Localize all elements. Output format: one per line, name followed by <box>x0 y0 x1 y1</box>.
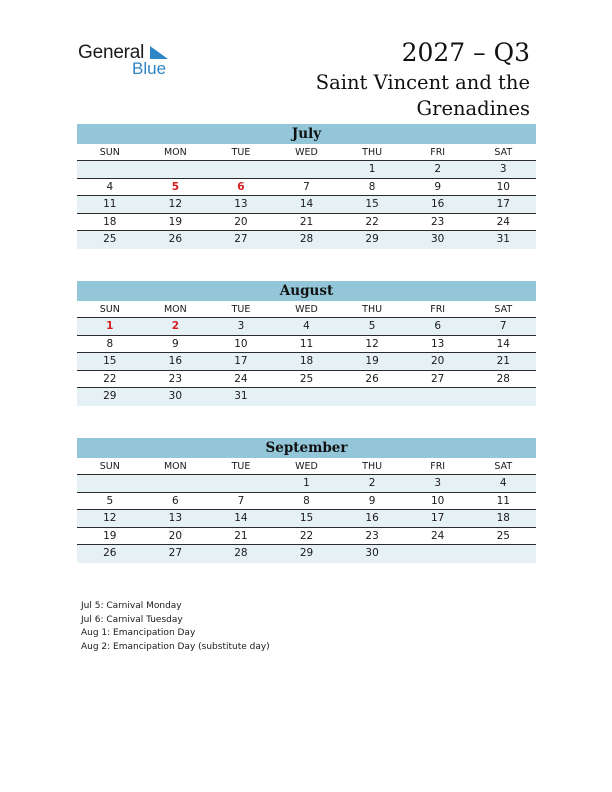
weekday-label: MON <box>163 461 187 472</box>
day-cell: 3 <box>499 163 507 175</box>
day-cell: 24 <box>234 372 248 385</box>
month-july <box>77 124 536 249</box>
day-cell: 9 <box>434 180 442 193</box>
day-cell: 23 <box>168 372 183 385</box>
weekday-label: TUE <box>231 147 251 158</box>
weekday-label: MON <box>163 147 187 158</box>
day-cell <box>77 475 143 492</box>
day-cell: 15 <box>365 198 379 210</box>
day-cell: 13 <box>234 198 248 210</box>
day-cell: 20 <box>168 529 183 542</box>
day-cell <box>143 161 209 178</box>
day-cell: 3 <box>237 320 245 332</box>
day-cell: 2 <box>368 477 376 489</box>
weekday-header-row <box>77 301 536 318</box>
day-cell: 1 <box>303 477 310 489</box>
weekday-label: WED <box>295 147 318 158</box>
weekday-header-row <box>77 144 536 161</box>
holiday-note: Jul 5: Carnival Monday <box>81 601 182 611</box>
day-cell: 26 <box>103 547 117 559</box>
day-cell: 12 <box>365 337 379 350</box>
day-cell: 14 <box>234 512 248 524</box>
day-cell: 14 <box>496 337 510 350</box>
day-cell: 27 <box>234 233 248 245</box>
weekday-label: SAT <box>494 147 513 158</box>
day-cell: 9 <box>172 337 179 350</box>
week-row <box>77 353 536 371</box>
day-cell: 28 <box>299 233 314 245</box>
day-cell: 1 <box>106 320 114 332</box>
day-cell: 7 <box>499 320 507 332</box>
day-cell: 18 <box>299 355 314 367</box>
day-cell <box>77 161 143 178</box>
day-cell <box>405 545 471 563</box>
day-cell: 4 <box>499 477 507 489</box>
day-cell: 16 <box>430 198 445 210</box>
month-august <box>77 281 536 406</box>
day-cell: 21 <box>299 215 314 228</box>
day-cell: 21 <box>496 355 510 367</box>
quarter-title: 2027 – Q3 <box>401 38 530 67</box>
logo <box>78 42 167 78</box>
day-cell: 12 <box>103 512 117 524</box>
day-cell: 22 <box>299 529 314 542</box>
day-cell <box>470 388 536 406</box>
day-cell: 17 <box>234 355 248 367</box>
weekday-label: SAT <box>494 304 513 315</box>
week-row <box>77 318 536 336</box>
weekday-label: SUN <box>99 147 120 158</box>
week-row <box>77 336 536 354</box>
day-cell <box>274 161 340 178</box>
day-cell: 28 <box>496 372 510 385</box>
day-cell: 17 <box>430 512 445 524</box>
day-cell: 5 <box>368 320 376 332</box>
day-cell: 8 <box>368 180 376 193</box>
week-row <box>77 196 536 214</box>
month-title: July <box>77 124 536 144</box>
day-cell: 25 <box>103 233 117 245</box>
day-cell: 17 <box>496 198 510 210</box>
weekday-label: WED <box>295 304 318 315</box>
day-cell: 12 <box>168 198 183 210</box>
day-cell: 15 <box>103 355 117 367</box>
country-line-2: Grenadines <box>416 97 530 120</box>
day-cell: 27 <box>168 547 183 559</box>
day-cell <box>274 388 340 406</box>
week-row <box>77 231 536 249</box>
day-cell: 4 <box>106 180 114 193</box>
day-cell: 19 <box>103 529 117 542</box>
day-cell: 19 <box>365 355 379 367</box>
day-cell: 1 <box>368 163 376 175</box>
day-cell: 31 <box>234 390 248 402</box>
day-cell: 23 <box>430 215 445 228</box>
day-cell: 31 <box>496 233 510 245</box>
day-cell: 21 <box>234 529 248 542</box>
weekday-label: THU <box>362 304 383 315</box>
day-cell: 16 <box>365 512 379 524</box>
weekday-label: THU <box>362 461 383 472</box>
holiday-note: Aug 2: Emancipation Day (substitute day) <box>81 641 270 652</box>
day-cell: 29 <box>365 233 379 245</box>
holiday-note: Jul 6: Carnival Tuesday <box>81 614 183 625</box>
day-cell: 16 <box>168 355 183 367</box>
day-cell: 30 <box>430 233 445 245</box>
page-title <box>316 36 530 122</box>
week-row <box>77 545 536 563</box>
weekday-label: FRI <box>430 147 446 158</box>
weekday-label: WED <box>295 461 318 472</box>
day-cell: 26 <box>168 233 183 245</box>
day-cell: 14 <box>299 198 314 210</box>
day-cell <box>470 545 536 563</box>
week-row <box>77 214 536 232</box>
holiday-note: Aug 1: Emancipation Day <box>81 628 196 638</box>
day-cell: 4 <box>303 320 310 332</box>
day-cell: 11 <box>103 198 117 210</box>
day-cell: 28 <box>234 547 248 559</box>
day-cell: 7 <box>237 494 245 507</box>
day-cell: 2 <box>434 163 442 175</box>
day-cell: 22 <box>365 215 379 228</box>
month-title: September <box>77 438 536 458</box>
day-cell: 10 <box>234 337 248 350</box>
weekday-label: FRI <box>430 304 446 315</box>
day-cell: 20 <box>430 355 445 367</box>
day-cell: 2 <box>171 320 180 332</box>
day-cell: 5 <box>171 180 180 193</box>
day-cell: 6 <box>237 180 245 193</box>
day-cell: 25 <box>299 372 314 385</box>
day-cell: 20 <box>234 215 248 228</box>
week-row <box>77 475 536 493</box>
weekday-label: MON <box>163 304 187 315</box>
month-title: August <box>77 281 536 301</box>
day-cell: 25 <box>496 529 510 542</box>
week-row <box>77 179 536 197</box>
day-cell: 29 <box>103 390 117 402</box>
day-cell: 8 <box>106 337 114 350</box>
weekday-label: SAT <box>494 461 513 472</box>
weekday-label: TUE <box>231 304 251 315</box>
day-cell: 6 <box>172 494 179 507</box>
week-row <box>77 371 536 389</box>
day-cell: 30 <box>168 390 183 402</box>
day-cell <box>208 161 274 178</box>
day-cell: 27 <box>430 372 445 385</box>
logo-triangle-icon <box>150 46 168 59</box>
day-cell: 29 <box>299 547 314 559</box>
month-september <box>77 438 536 563</box>
day-cell: 11 <box>299 337 314 350</box>
day-cell: 18 <box>103 215 117 228</box>
weekday-label: THU <box>362 147 383 158</box>
day-cell: 3 <box>434 477 442 489</box>
weekday-header-row <box>77 458 536 475</box>
day-cell: 15 <box>299 512 314 524</box>
logo-general-text: General <box>78 42 145 63</box>
day-cell: 5 <box>106 494 114 507</box>
week-row <box>77 161 536 179</box>
day-cell <box>143 475 209 492</box>
day-cell: 13 <box>430 337 445 350</box>
weekday-label: TUE <box>231 461 251 472</box>
day-cell: 10 <box>430 494 445 507</box>
day-cell: 6 <box>434 320 442 332</box>
day-cell <box>208 475 274 492</box>
weekday-label: SUN <box>99 304 120 315</box>
country-line-1: Saint Vincent and the <box>315 71 530 94</box>
day-cell <box>339 388 405 406</box>
week-row <box>77 388 536 406</box>
holiday-notes <box>81 600 270 654</box>
day-cell: 26 <box>365 372 379 385</box>
day-cell: 8 <box>303 494 310 507</box>
weekday-label: FRI <box>430 461 446 472</box>
day-cell: 19 <box>168 215 183 228</box>
day-cell <box>405 388 471 406</box>
week-row <box>77 493 536 511</box>
day-cell: 24 <box>430 529 445 542</box>
weekday-label: SUN <box>99 461 120 472</box>
day-cell: 30 <box>365 547 379 559</box>
day-cell: 11 <box>496 494 510 507</box>
day-cell: 23 <box>365 529 379 542</box>
day-cell: 22 <box>103 372 117 385</box>
day-cell: 7 <box>303 180 310 193</box>
day-cell: 13 <box>168 512 183 524</box>
week-row <box>77 528 536 546</box>
day-cell: 24 <box>496 215 510 228</box>
logo-blue-text: Blue <box>132 59 167 78</box>
day-cell: 10 <box>496 180 510 193</box>
week-row <box>77 510 536 528</box>
day-cell: 9 <box>368 494 376 507</box>
day-cell: 18 <box>496 512 510 524</box>
